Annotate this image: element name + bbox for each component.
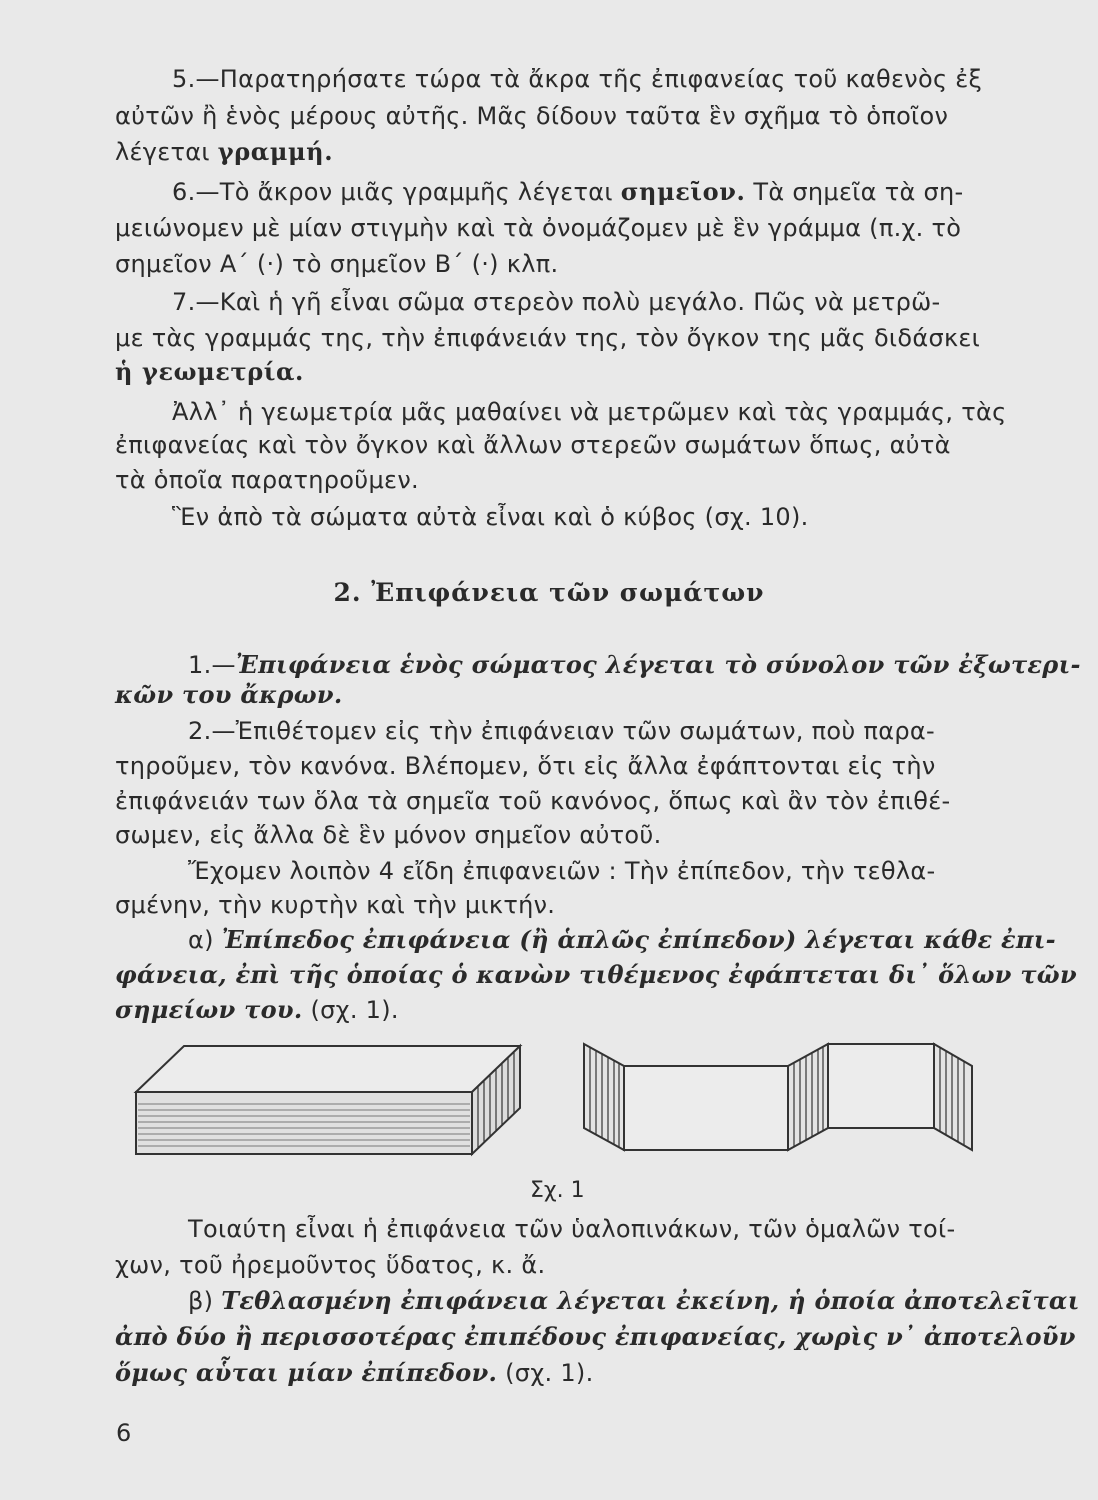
figure-caption: Σχ. 1	[530, 1178, 585, 1203]
fold-panel-2	[624, 1066, 788, 1150]
text-line	[188, 650, 1081, 680]
text-line: μειώνομεν μὲ μίαν στιγμὴν καὶ τὰ ὀνομάζομεν μὲ ἓν γράμμα (π.χ. τὸ	[115, 214, 962, 242]
term-point: σημεῖον.	[620, 177, 746, 206]
text-line	[172, 177, 964, 207]
text-line: σημεῖον Α΄ (·) τὸ σημεῖον Β΄ (·) κλπ.	[115, 250, 559, 278]
text-run: (σχ. 1).	[302, 996, 399, 1024]
text-line: 7.—Καὶ ἡ γῆ εἶναι σῶμα στερεὸν πολὺ μεγάλο. Πῶς νὰ μετρῶ-	[172, 288, 941, 316]
text-line	[188, 925, 1056, 955]
text-line: ἐπιφανείας καὶ τὸν ὄγκον καὶ ἄλλων στερεῶν σωμάτων ὅπως, αὐτὰ	[115, 431, 951, 459]
fold-panel-4	[828, 1044, 934, 1128]
text-line: Τοιαύτη εἶναι ἡ ἐπιφάνεια τῶν ὑαλοπινάκων, τῶν ὁμαλῶν τοί-	[188, 1215, 956, 1243]
box-top-face	[136, 1046, 520, 1092]
definition-text: Ἐπίπεδος ἐπιφάνεια (ἢ ἁπλῶς ἐπίπεδον) λέγεται κάθε ἐπι-	[221, 925, 1056, 954]
text-line	[115, 995, 399, 1025]
text-line	[115, 1358, 594, 1388]
definition-text: Τεθλασμένη ἐπιφάνεια λέγεται ἐκείνη, ἡ ὁποία ἀποτελεῖται	[221, 1286, 1080, 1315]
term-geometry: ἡ γεωμετρία.	[115, 357, 304, 386]
text-run: 1.—	[188, 651, 236, 679]
folded-surface-figure	[576, 1036, 976, 1160]
text-run: λέγεται	[115, 138, 218, 166]
text-line	[188, 1286, 1080, 1316]
text-line: Ἔχομεν λοιπὸν 4 εἴδη ἐπιφανειῶν : Τὴν ἐπίπεδον, τὴν τεθλα-	[188, 857, 936, 885]
flat-box-figure	[128, 1040, 528, 1160]
text-line: Ἓν ἀπὸ τὰ σώματα αὐτὰ εἶναι καὶ ὁ κύβος (σχ. 10).	[172, 503, 809, 531]
text-line: χων, τοῦ ἠρεμοῦντος ὕδατος, κ. ἄ.	[115, 1251, 546, 1279]
text-line	[115, 137, 333, 167]
definition-text: ἀπὸ δύο ἢ περισσοτέρας ἐπιπέδους ἐπιφανείας, χωρὶς ν᾽ ἀποτελοῦν	[115, 1322, 1076, 1351]
text-line: 2.—Ἐπιθέτομεν εἰς τὴν ἐπιφάνειαν τῶν σωμάτων, ποὺ παρα-	[188, 717, 935, 745]
text-run: Τὰ σημεῖα τὰ ση-	[745, 178, 964, 206]
definition-text: κῶν του ἄκρων.	[115, 680, 343, 709]
term-line: γραμμή.	[217, 137, 334, 166]
text-line: ἐπιφάνειάν των ὅλα τὰ σημεῖα τοῦ κανόνος, ὅπως καὶ ἂν τὸν ἐπιθέ-	[115, 787, 951, 815]
text-line: σωμεν, εἰς ἄλλα δὲ ἓν μόνον σημεῖον αὐτοῦ.	[115, 821, 662, 849]
text-line: τηροῦμεν, τὸν κανόνα. Βλέπομεν, ὅτι εἰς ἄλλα ἐφάπτονται εἰς τὴν	[115, 752, 936, 780]
text-line: σμένην, τὴν κυρτὴν καὶ τὴν μικτήν.	[115, 891, 556, 919]
text-run: 6.—Τὸ ἄκρον μιᾶς γραμμῆς λέγεται	[172, 178, 621, 206]
definition-text: ὅμως αὗται μίαν ἐπίπεδον.	[115, 1358, 498, 1387]
text-run: β)	[188, 1287, 222, 1315]
box-front-face	[136, 1092, 472, 1154]
text-run: α)	[188, 926, 222, 954]
text-line: αὐτῶν ἢ ἑνὸς μέρους αὐτῆς. Μᾶς δίδουν ταῦτα ἓν σχῆμα τὸ ὁποῖον	[115, 102, 949, 130]
page-number: 6	[116, 1419, 132, 1447]
section-heading: 2. Ἐπιφάνεια τῶν σωμάτων	[333, 578, 765, 607]
definition-text: φάνεια, ἐπὶ τῆς ὁποίας ὁ κανὼν τιθέμενος ἐφάπτεται δι᾽ ὅλων τῶν	[115, 960, 1077, 989]
definition-text: Ἐπιφάνεια ἑνὸς σώματος λέγεται τὸ σύνολον τῶν ἐξωτερι-	[235, 650, 1081, 679]
text-line: τὰ ὁποῖα παρατηροῦμεν.	[115, 466, 419, 494]
text-line: Ἀλλ᾽ ἡ γεωμετρία μᾶς μαθαίνει νὰ μετρῶμεν καὶ τὰς γραμμάς, τὰς	[172, 398, 1007, 426]
definition-text: σημείων του.	[115, 995, 303, 1024]
text-line: με τὰς γραμμάς της, τὴν ἐπιφάνειάν της, τὸν ὄγκον της μᾶς διδάσκει	[115, 324, 981, 352]
text-run: (σχ. 1).	[497, 1359, 594, 1387]
text-line: 5.—Παρατηρήσατε τώρα τὰ ἄκρα τῆς ἐπιφανείας τοῦ καθενὸς ἐξ	[172, 65, 983, 93]
